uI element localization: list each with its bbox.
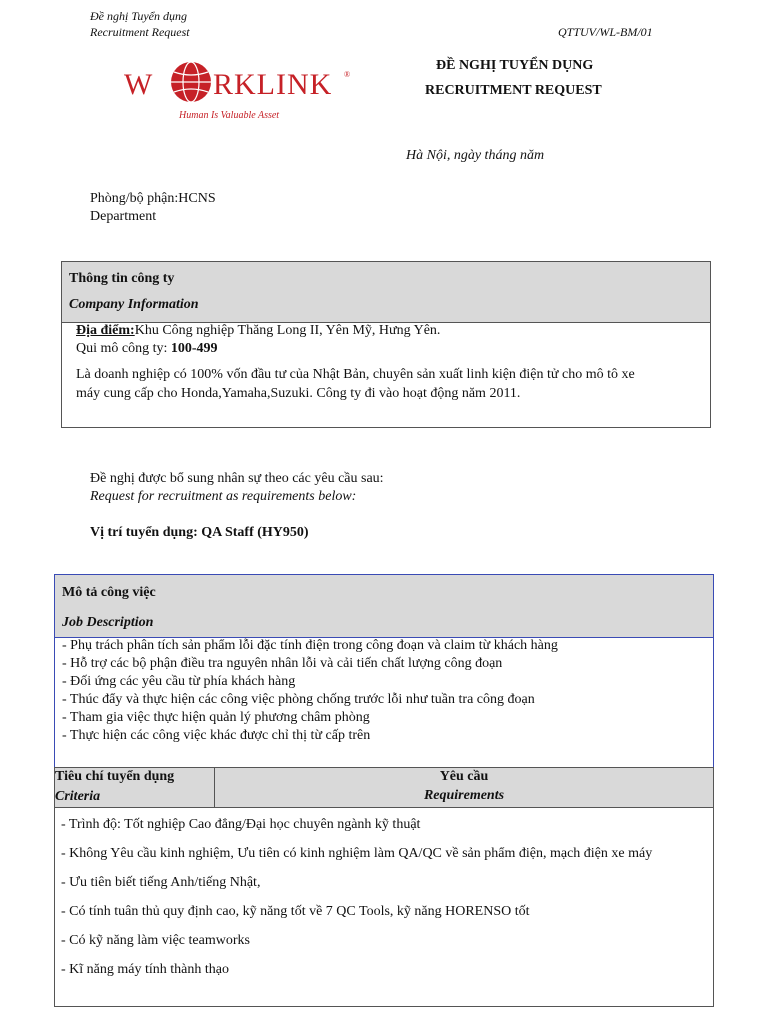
- company-heading-vi: Thông tin công ty: [69, 271, 175, 286]
- company-heading-en: Company Information: [69, 297, 199, 312]
- criteria-item: - Có kỹ năng làm việc teamworks: [61, 933, 250, 948]
- logo-wordmark: RKLINK: [213, 68, 333, 101]
- department-value: HCNS: [178, 191, 216, 206]
- company-info-box: [61, 261, 711, 428]
- scale-label: Qui mô công ty:: [76, 341, 171, 356]
- criteria-heading-vi: Tiêu chí tuyển dụng: [55, 769, 175, 784]
- logo-letter-w: W: [124, 68, 154, 101]
- place-date: Hà Nội, ngày tháng năm: [406, 148, 545, 163]
- department-label: Phòng/bộ phận:: [90, 191, 179, 206]
- request-intro-en: Request for recruitment as requirements below:: [90, 489, 357, 504]
- company-description-1: Là doanh nghiệp có 100% vốn đầu tư của Nhật Bản, chuyên sản xuất linh kiện điện tử cho mô tô xe: [76, 367, 635, 382]
- criteria-item: - Trình độ: Tốt nghiệp Cao đẳng/Đại học chuyên ngành kỹ thuật: [61, 817, 421, 832]
- doc-title-vi: Đề nghị Tuyển dụng: [90, 9, 187, 23]
- company-location: [76, 322, 440, 340]
- criteria-item: - Ưu tiên biết tiếng Anh/tiếng Nhật,: [61, 875, 261, 890]
- job-item: - Tham gia việc thực hiện quản lý phương châm phòng: [62, 710, 370, 725]
- department-label-en: Department: [90, 209, 157, 224]
- department-line: [90, 191, 216, 207]
- criteria-item: - Không Yêu cầu kinh nghiệm, Ưu tiên có kinh nghiệm làm QA/QC về sản phẩm điện, mạch điện xe máy: [61, 846, 653, 861]
- job-description-header: [55, 575, 713, 638]
- main-title-en: RECRUITMENT REQUEST: [425, 83, 602, 98]
- position-title: Vị trí tuyển dụng: QA Staff (HY950): [90, 525, 309, 540]
- request-intro-vi: Đề nghị được bổ sung nhân sự theo các yêu cầu sau:: [90, 471, 384, 486]
- doc-title-en: Recruitment Request: [90, 25, 190, 39]
- job-item: - Đối ứng các yêu cầu từ phía khách hàng: [62, 674, 296, 689]
- criteria-table: [54, 767, 714, 1007]
- job-item: - Phụ trách phân tích sản phẩm lỗi đặc tính điện trong công đoạn và claim từ khách hàng: [62, 638, 558, 653]
- registered-mark: ®: [344, 70, 351, 79]
- location-label: Địa điểm:: [76, 323, 135, 338]
- company-info-header: [62, 262, 710, 323]
- job-item: - Thực hiện các công việc khác được chỉ thị từ cấp trên: [62, 728, 371, 743]
- requirements-heading-vi: Yêu cầu: [439, 769, 489, 784]
- requirements-heading-en: Requirements: [423, 788, 505, 803]
- job-items: [62, 637, 558, 745]
- job-heading-vi: Mô tả công việc: [62, 585, 156, 600]
- criteria-item: - Kĩ năng máy tính thành thạo: [61, 962, 229, 977]
- requirements-col-header: [215, 768, 713, 807]
- criteria-col-header: [55, 768, 215, 807]
- job-item: - Hỗ trợ các bộ phận điều tra nguyên nhân lỗi và cải tiến chất lượng công đoạn: [62, 656, 503, 671]
- company-scale: [76, 340, 218, 358]
- worklink-logo: [124, 56, 364, 126]
- job-item: - Thúc đẩy và thực hiện các công việc phòng chống trước lỗi như tuần tra công đoạn: [62, 692, 535, 707]
- main-title-vi: ĐỀ NGHỊ TUYỂN DỤNG: [436, 58, 594, 73]
- company-description-2: máy cung cấp cho Honda,Yamaha,Suzuki. Công ty đi vào hoạt động năm 2011.: [76, 386, 521, 401]
- scale-value: 100-499: [170, 341, 218, 356]
- form-code: QTTUV/WL-BM/01: [558, 25, 653, 39]
- criteria-heading-en: Criteria: [55, 789, 101, 804]
- logo-tagline: Human Is Valuable Asset: [179, 110, 280, 121]
- job-description-box: [54, 574, 714, 768]
- criteria-item: - Có tính tuân thủ quy định cao, kỹ năng tốt về 7 QC Tools, kỹ năng HORENSO tốt: [61, 904, 530, 919]
- criteria-items: [61, 816, 652, 990]
- criteria-header-row: [55, 768, 713, 808]
- location-value: Khu Công nghiệp Thăng Long II, Yên Mỹ, Hưng Yên.: [134, 323, 441, 338]
- job-heading-en: Job Description: [62, 615, 154, 630]
